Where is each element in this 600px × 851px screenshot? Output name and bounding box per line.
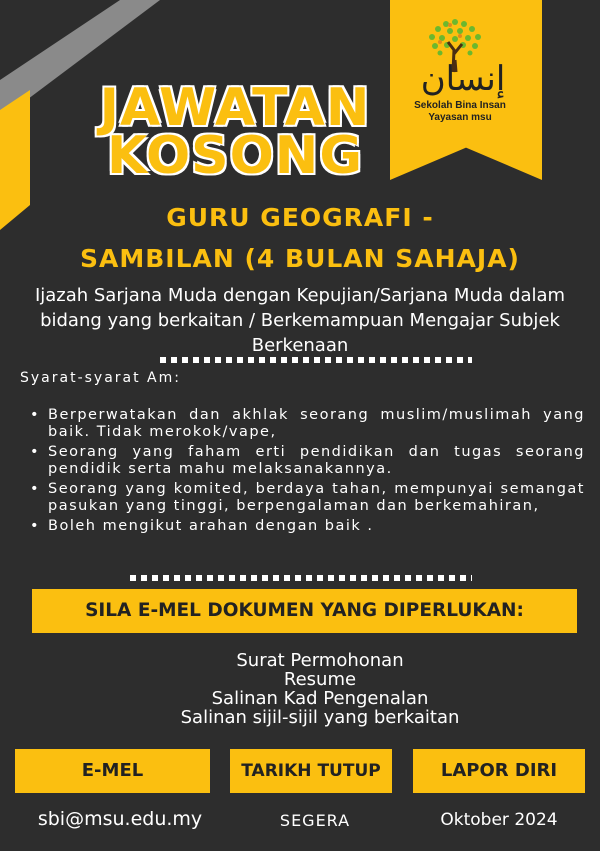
closing-date-value: SEGERA	[279, 811, 351, 830]
closing-date-label-box: TARIKH TUTUP	[230, 749, 392, 793]
report-duty-label-box: LAPOR DIRI	[413, 749, 585, 793]
document-item: Resume	[283, 669, 357, 690]
dotted-divider	[160, 357, 472, 363]
document-item: Salinan sijil-sijil yang berkaitan	[180, 707, 460, 728]
document-item: Salinan Kad Pengenalan	[211, 688, 429, 709]
documents-list	[150, 651, 490, 727]
requirement-item: • Boleh mengikut arahan dengan baik .	[30, 518, 585, 535]
requirements-list	[30, 407, 585, 538]
position-title-line-1: GURU GEOGRAFI -	[166, 203, 434, 232]
title-line-2: KOSONG	[106, 126, 364, 186]
documents-banner: SILA E-MEL DOKUMEN YANG DIPERLUKAN:	[32, 589, 577, 633]
email-address[interactable]: sbi@msu.edu.my	[37, 808, 203, 830]
document-item: Surat Permohonan	[236, 650, 404, 671]
email-label-box: E-MEL	[15, 749, 210, 793]
requirement-item: • Berperwatakan dan akhlak seorang muslim/muslimah yang baik. Tidak merokok/vape,	[30, 407, 585, 441]
requirements-heading: Syarat-syarat Am:	[20, 370, 181, 386]
logo-foundation-name: Yayasan msu	[428, 112, 492, 123]
report-duty-value: Oktober 2024	[440, 810, 558, 830]
qualification-text: Ijazah Sarjana Muda dengan Kepujian/Sarjana Muda dalam bidang yang berkaitan / Berkemampuan Mengajar Subjek Berkenaan	[34, 285, 566, 356]
logo-school-name: Sekolah Bina Insan	[414, 100, 506, 111]
requirement-item: • Seorang yang komited, berdaya tahan, mempunyai semangat pasukan yang tinggi, berpengalaman dan berkemahiran,	[30, 481, 585, 515]
dotted-divider	[130, 575, 472, 581]
requirement-item: • Seorang yang faham erti pendidikan dan tugas seorang pendidik serta mahu melaksanakannya.	[30, 444, 585, 478]
position-title-line-2: SAMBILAN (4 BULAN SAHAJA)	[80, 244, 520, 273]
logo-arabic-text: إنسان	[420, 59, 506, 99]
title-line-1: JAWATAN	[99, 78, 371, 138]
